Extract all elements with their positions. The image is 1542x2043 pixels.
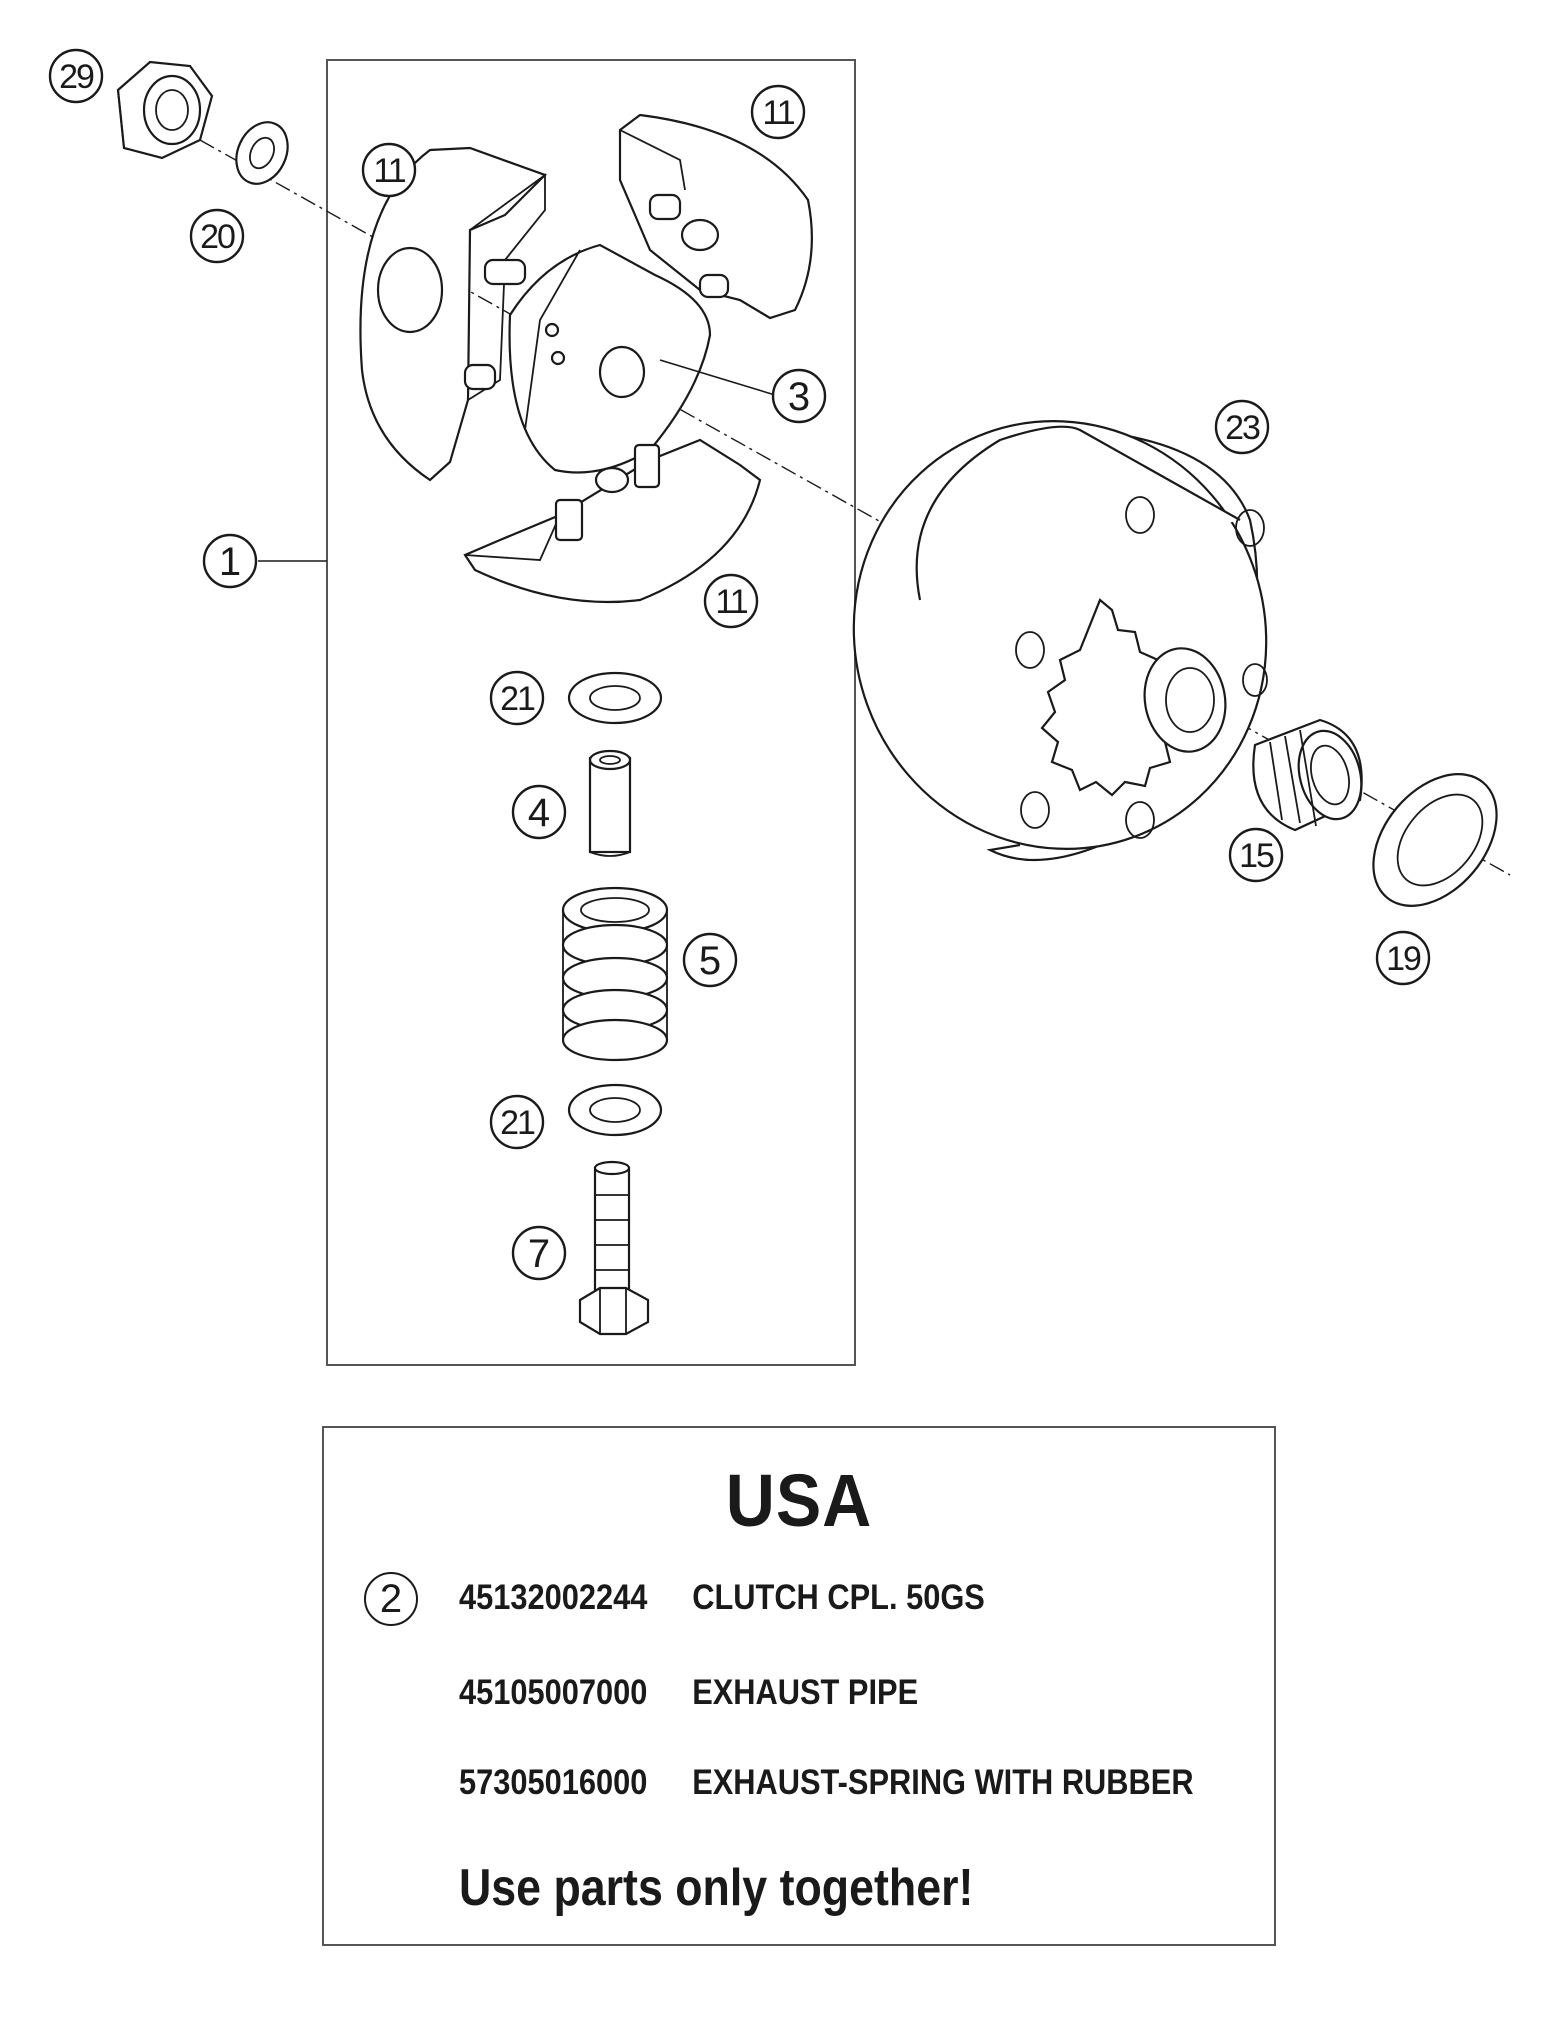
washer-part-21-upper <box>569 673 661 723</box>
legend-note: Use parts only together! <box>459 1859 974 1917</box>
svg-text:5: 5 <box>698 939 722 983</box>
spring-part <box>563 888 667 1060</box>
callout-5 <box>684 934 736 986</box>
thrust-washer-part <box>1348 750 1521 929</box>
washer-part-21-lower <box>569 1085 661 1135</box>
callout-4 <box>513 786 565 838</box>
svg-text:19: 19 <box>1386 940 1420 978</box>
callout-21-lower <box>491 1096 543 1148</box>
legend-row <box>459 1763 1194 1803</box>
flange-nut-part <box>118 62 212 158</box>
needle-bearing-part <box>1253 720 1370 830</box>
part-number: 45105007000 <box>459 1673 648 1712</box>
part-number: 45132002244 <box>459 1578 648 1617</box>
callout-11-left <box>363 144 415 196</box>
legend-row <box>459 1578 985 1618</box>
svg-text:21: 21 <box>500 680 534 718</box>
part-name: EXHAUST PIPE <box>692 1673 919 1712</box>
callout-23 <box>1216 401 1268 453</box>
svg-text:7: 7 <box>527 1232 551 1276</box>
svg-text:15: 15 <box>1239 837 1273 875</box>
callout-3 <box>773 370 825 422</box>
callout-20 <box>191 210 243 262</box>
callout-11-top <box>752 86 804 138</box>
svg-text:20: 20 <box>200 218 234 256</box>
svg-text:4: 4 <box>527 791 551 835</box>
svg-text:3: 3 <box>787 375 811 419</box>
part-number: 57305016000 <box>459 1763 648 1802</box>
carrier-plate-part <box>510 245 710 473</box>
callout-19 <box>1377 932 1429 984</box>
callout-7 <box>513 1227 565 1279</box>
svg-text:21: 21 <box>500 1104 534 1142</box>
callout-1 <box>204 535 256 587</box>
bushing-part <box>590 751 630 856</box>
svg-text:1: 1 <box>218 540 242 584</box>
washer-part-20 <box>227 114 298 192</box>
part-name: CLUTCH CPL. 50GS <box>692 1578 985 1617</box>
callout-21-upper <box>491 672 543 724</box>
callout-15 <box>1230 829 1282 881</box>
legend-row <box>459 1673 918 1713</box>
callout-11-bottom <box>705 575 757 627</box>
usa-parts-legend <box>322 1426 1276 1946</box>
part-name: EXHAUST-SPRING WITH RUBBER <box>692 1763 1194 1802</box>
legend-title: USA <box>725 1459 873 1542</box>
svg-text:11: 11 <box>762 94 794 132</box>
callout-29 <box>50 50 102 102</box>
bolt-part <box>580 1162 648 1334</box>
svg-text:29: 29 <box>59 58 93 96</box>
legend-callout-2: 2 <box>364 1572 418 1626</box>
svg-text:11: 11 <box>373 152 405 190</box>
svg-text:11: 11 <box>715 583 747 621</box>
svg-text:23: 23 <box>1225 409 1259 447</box>
